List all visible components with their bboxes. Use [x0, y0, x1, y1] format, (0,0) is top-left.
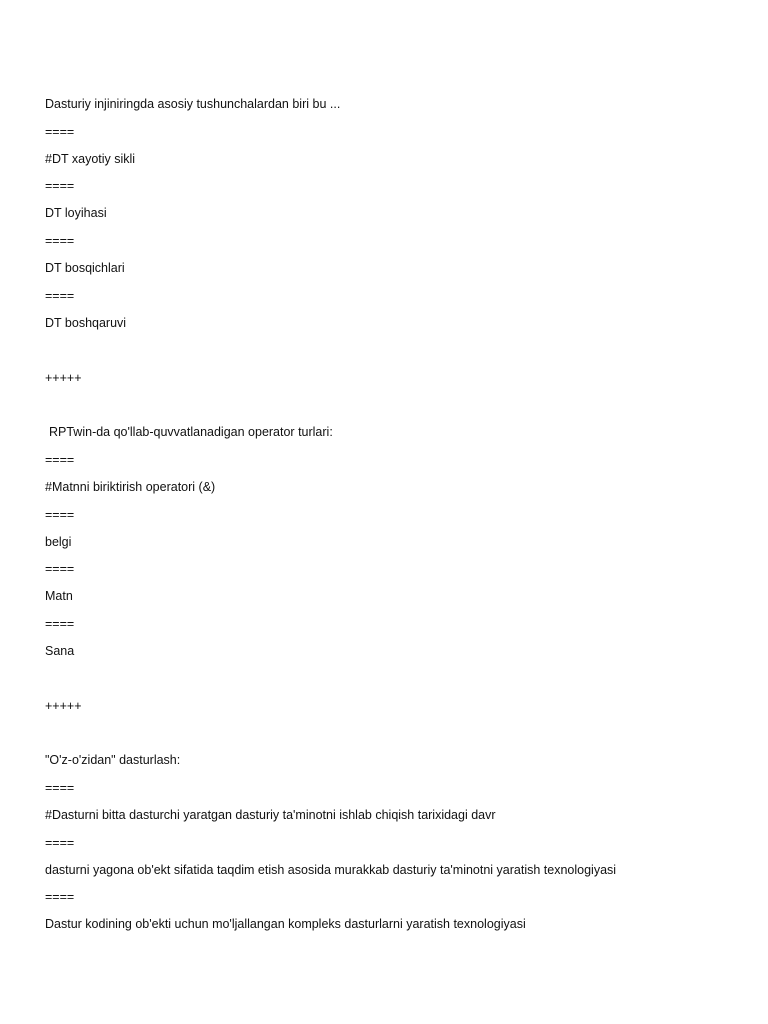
- question-1-option-4: DT boshqaruvi: [45, 316, 127, 330]
- separator: ====: [45, 890, 75, 904]
- question-1-option-1: #DT xayotiy sikli: [45, 152, 136, 166]
- separator: ====: [45, 617, 75, 631]
- separator: ====: [45, 125, 75, 139]
- question-2-option-3: Matn: [45, 589, 73, 603]
- question-2-text: RPTwin-da qo'llab-quvvatlanadigan operator turlari:: [49, 425, 333, 439]
- end-marker: +++++: [45, 371, 82, 385]
- question-3-text: "O'z-o'zidan" dasturlash:: [45, 753, 181, 767]
- separator: ====: [45, 562, 75, 576]
- end-marker: +++++: [45, 699, 82, 713]
- separator: ====: [45, 836, 75, 850]
- question-3-option-3: Dastur kodining ob'ekti uchun mo'ljallangan kompleks dasturlarni yaratish texnologiyasi: [45, 917, 526, 931]
- question-2-option-2: belgi: [45, 535, 72, 549]
- separator: ====: [45, 234, 75, 248]
- separator: ====: [45, 453, 75, 467]
- separator: ====: [45, 289, 75, 303]
- question-1-option-3: DT bosqichlari: [45, 261, 125, 275]
- separator: ====: [45, 179, 75, 193]
- question-2-option-4: Sana: [45, 644, 75, 658]
- question-2-option-1: #Matnni biriktirish operatori (&): [45, 480, 216, 494]
- question-1-text: Dasturiy injiniringda asosiy tushunchalardan biri bu ...: [45, 97, 341, 111]
- separator: ====: [45, 508, 75, 522]
- separator: ====: [45, 781, 75, 795]
- question-1-option-2: DT loyihasi: [45, 206, 107, 220]
- question-3-option-2: dasturni yagona ob'ekt sifatida taqdim etish asosida murakkab dasturiy ta'minotni yaratish texnologiyasi: [45, 863, 617, 877]
- question-3-option-1: #Dasturni bitta dasturchi yaratgan dasturiy ta'minotni ishlab chiqish tarixidagi davr: [45, 808, 496, 822]
